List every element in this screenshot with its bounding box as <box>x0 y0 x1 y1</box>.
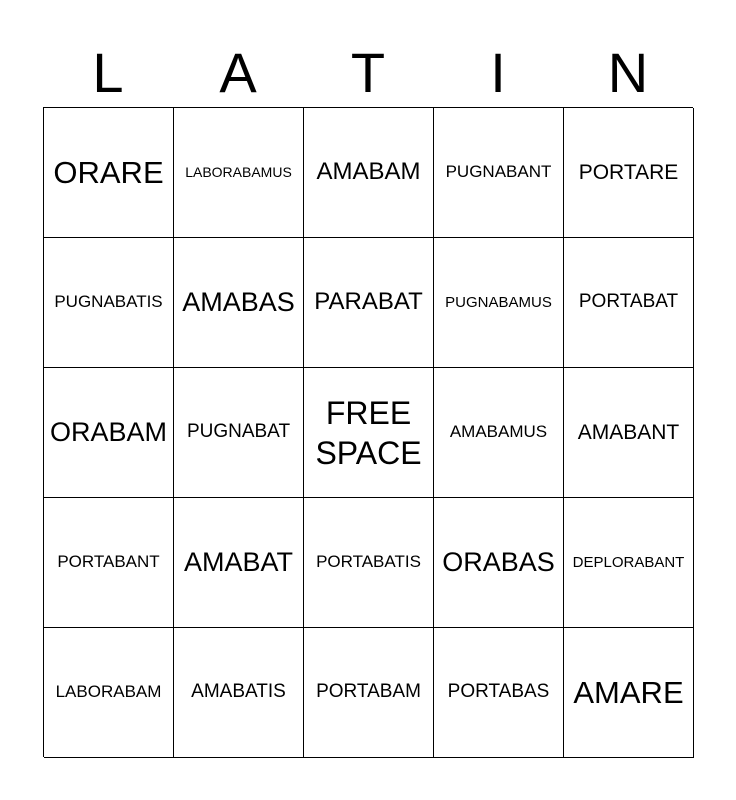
bingo-cell[interactable]: PORTABAM <box>304 628 434 758</box>
bingo-cell[interactable]: AMABAS <box>174 238 304 368</box>
free-space-cell[interactable]: FREE SPACE <box>304 368 434 498</box>
header-letter-l: L <box>92 41 124 104</box>
bingo-cell[interactable]: ORARE <box>44 108 174 238</box>
bingo-cell[interactable]: PARABAT <box>304 238 434 368</box>
bingo-cell[interactable]: PUGNABANT <box>434 108 564 238</box>
bingo-cell[interactable]: ORABAM <box>44 368 174 498</box>
bingo-cell[interactable]: PORTABANT <box>44 498 174 628</box>
bingo-cell[interactable]: PORTABAS <box>434 628 564 758</box>
header-letter-a: A <box>219 41 257 104</box>
bingo-cell[interactable]: AMABATIS <box>174 628 304 758</box>
bingo-cell[interactable]: PORTABAT <box>564 238 694 368</box>
bingo-cell[interactable]: PORTARE <box>564 108 694 238</box>
bingo-cell[interactable]: AMABANT <box>564 368 694 498</box>
bingo-cell[interactable]: PUGNABAMUS <box>434 238 564 368</box>
bingo-cell[interactable]: AMABAMUS <box>434 368 564 498</box>
bingo-cell[interactable]: DEPLORABANT <box>564 498 694 628</box>
bingo-cell[interactable]: AMABAT <box>174 498 304 628</box>
bingo-cell[interactable]: PUGNABATIS <box>44 238 174 368</box>
bingo-board <box>43 107 693 757</box>
header-letter-t: T <box>350 41 386 104</box>
bingo-cell[interactable]: ORABAS <box>434 498 564 628</box>
header-letter-i: I <box>490 41 506 104</box>
bingo-cell[interactable]: AMARE <box>564 628 694 758</box>
bingo-cell[interactable]: LABORABAM <box>44 628 174 758</box>
bingo-cell[interactable]: PORTABATIS <box>304 498 434 628</box>
bingo-cell[interactable]: PUGNABAT <box>174 368 304 498</box>
bingo-cell[interactable]: LABORABAMUS <box>174 108 304 238</box>
bingo-cell[interactable]: AMABAM <box>304 108 434 238</box>
bingo-header <box>43 40 693 106</box>
header-letter-n: N <box>607 41 649 104</box>
